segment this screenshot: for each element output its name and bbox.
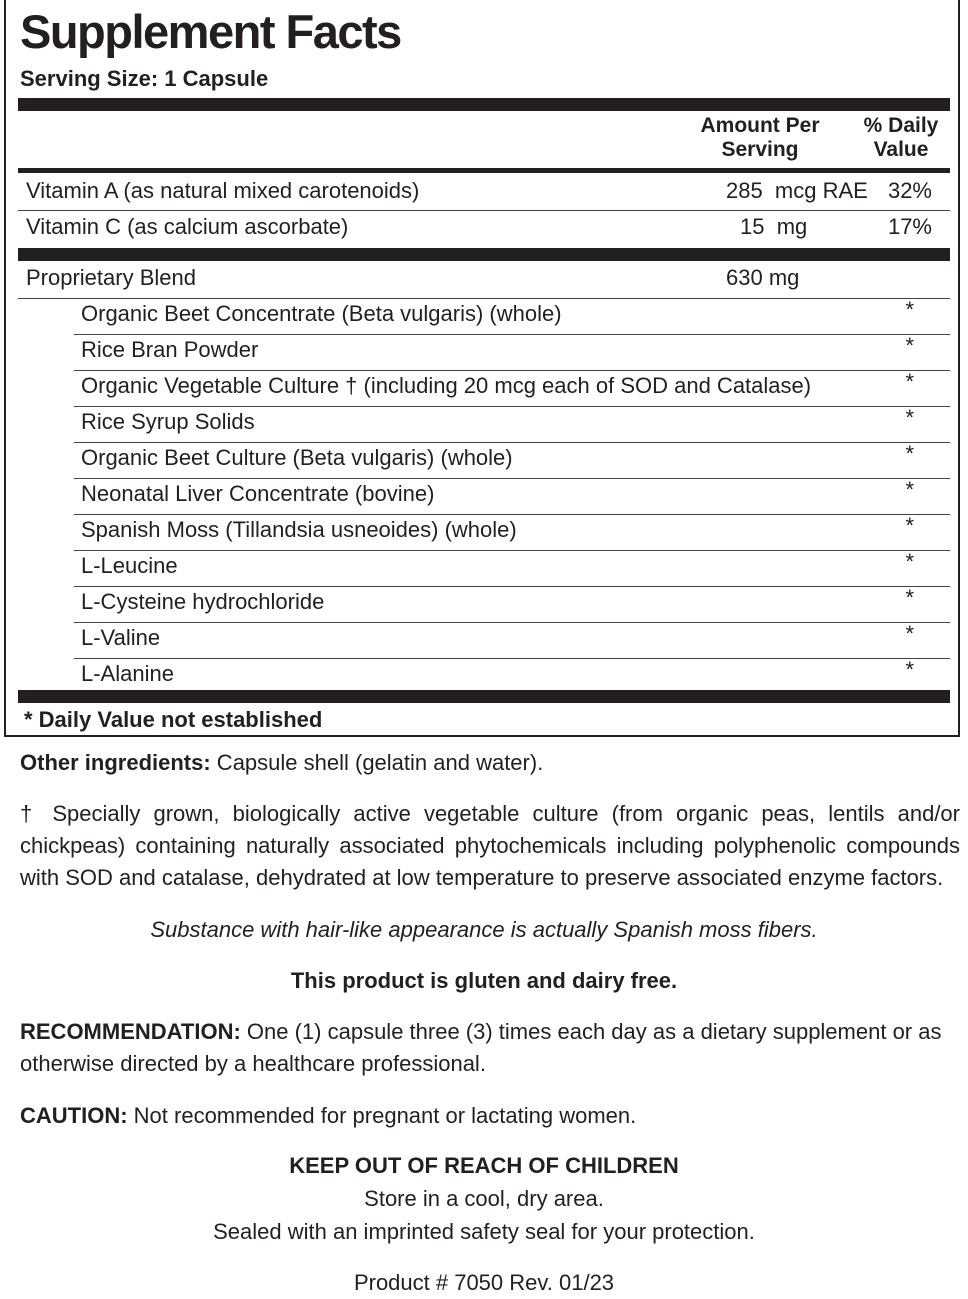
blend-ingredient: L-Cysteine hydrochloride bbox=[81, 589, 325, 614]
blend-ingredient: Organic Vegetable Culture † (including 20 mcg each of SOD and Catalase) bbox=[81, 373, 812, 398]
vitamin-daily-value: 32% bbox=[887, 178, 932, 203]
panel-title: Supplement Facts bbox=[20, 5, 401, 58]
blend-ingredient-daily-value: * bbox=[905, 369, 914, 394]
blend-ingredient-daily-value: * bbox=[905, 549, 914, 574]
storage-note: Store in a cool, dry area. bbox=[364, 1186, 604, 1211]
row-divider bbox=[74, 514, 950, 515]
blend-ingredient-daily-value: * bbox=[905, 585, 914, 610]
blend-ingredient: Rice Bran Powder bbox=[81, 337, 259, 362]
blend-ingredient: Neonatal Liver Concentrate (bovine) bbox=[81, 481, 435, 506]
blend-ingredient-daily-value: * bbox=[905, 297, 914, 322]
blend-ingredient-daily-value: * bbox=[905, 477, 914, 502]
row-divider bbox=[74, 658, 950, 659]
blend-ingredient: Rice Syrup Solids bbox=[81, 409, 255, 434]
blend-ingredient-daily-value: * bbox=[905, 333, 914, 358]
blend-ingredient-daily-value: * bbox=[905, 441, 914, 466]
caution: CAUTION: Not recommended for pregnant or lactating women. bbox=[20, 1103, 637, 1128]
vitamin-name: Vitamin C (as calcium ascorbate) bbox=[26, 214, 349, 239]
keep-out-of-reach: KEEP OUT OF REACH OF CHILDREN bbox=[289, 1153, 679, 1178]
blend-ingredient-daily-value: * bbox=[905, 405, 914, 430]
footer-thick-rule bbox=[18, 690, 950, 703]
row-divider bbox=[74, 334, 950, 335]
daily-value-footnote: * Daily Value not established bbox=[24, 707, 323, 732]
blend-ingredient: L-Leucine bbox=[81, 553, 178, 578]
row-divider bbox=[74, 370, 950, 371]
vitamin-section-rule bbox=[18, 248, 950, 261]
header-thick-rule bbox=[18, 98, 950, 111]
dagger-note: † Specially grown, biologically active vegetable culture (from organic peas, lentils and/or chickpeas) containing naturally associated phytochemicals including polyphenolic compounds with SOD and catalase, dehydrated at low temperature to preserve associated enzyme factors. bbox=[20, 801, 960, 890]
amount-per-serving-header: Amount Per Serving bbox=[700, 114, 820, 161]
gluten-free-note: This product is gluten and dairy free. bbox=[290, 968, 678, 993]
row-divider bbox=[74, 442, 950, 443]
header-bottom-rule bbox=[18, 168, 950, 173]
vitamin-name: Vitamin A (as natural mixed carotenoids) bbox=[26, 178, 420, 203]
row-divider bbox=[18, 210, 950, 211]
daily-value-header: % Daily Value bbox=[863, 114, 939, 161]
blend-ingredient-daily-value: * bbox=[905, 657, 914, 682]
blend-ingredient: Spanish Moss (Tillandsia usneoides) (whole) bbox=[81, 517, 517, 542]
vitamin-amount: 285 mcg RAE bbox=[726, 178, 868, 203]
vitamin-daily-value: 17% bbox=[887, 214, 932, 239]
row-divider bbox=[74, 586, 950, 587]
spanish-moss-note: Substance with hair-like appearance is actually Spanish moss fibers. bbox=[150, 917, 818, 942]
proprietary-blend-label: Proprietary Blend bbox=[26, 265, 196, 290]
row-divider bbox=[74, 622, 950, 623]
blend-ingredient: L-Valine bbox=[81, 625, 161, 650]
recommendation: RECOMMENDATION: One (1) capsule three (3) times each day as a dietary supplement or as otherwise directed by a healthcare professional. bbox=[20, 1019, 942, 1076]
blend-ingredient-daily-value: * bbox=[905, 621, 914, 646]
blend-ingredient: Organic Beet Culture (Beta vulgaris) (whole) bbox=[81, 445, 513, 470]
row-divider bbox=[74, 550, 950, 551]
other-ingredients: Other ingredients: Capsule shell (gelatin and water). bbox=[20, 750, 544, 775]
vitamin-amount: 15 mg bbox=[740, 214, 808, 239]
row-divider bbox=[18, 298, 950, 299]
proprietary-blend-amount: 630 mg bbox=[726, 265, 800, 290]
blend-ingredient-daily-value: * bbox=[905, 513, 914, 538]
product-number: Product # 7050 Rev. 01/23 bbox=[353, 1270, 615, 1295]
safety-seal-note: Sealed with an imprinted safety seal for your protection. bbox=[213, 1219, 755, 1244]
row-divider bbox=[74, 478, 950, 479]
blend-ingredient: Organic Beet Concentrate (Beta vulgaris) (whole) bbox=[81, 301, 562, 326]
row-divider bbox=[74, 406, 950, 407]
serving-size: Serving Size: 1 Capsule bbox=[20, 66, 269, 91]
blend-ingredient: L-Alanine bbox=[81, 661, 174, 686]
